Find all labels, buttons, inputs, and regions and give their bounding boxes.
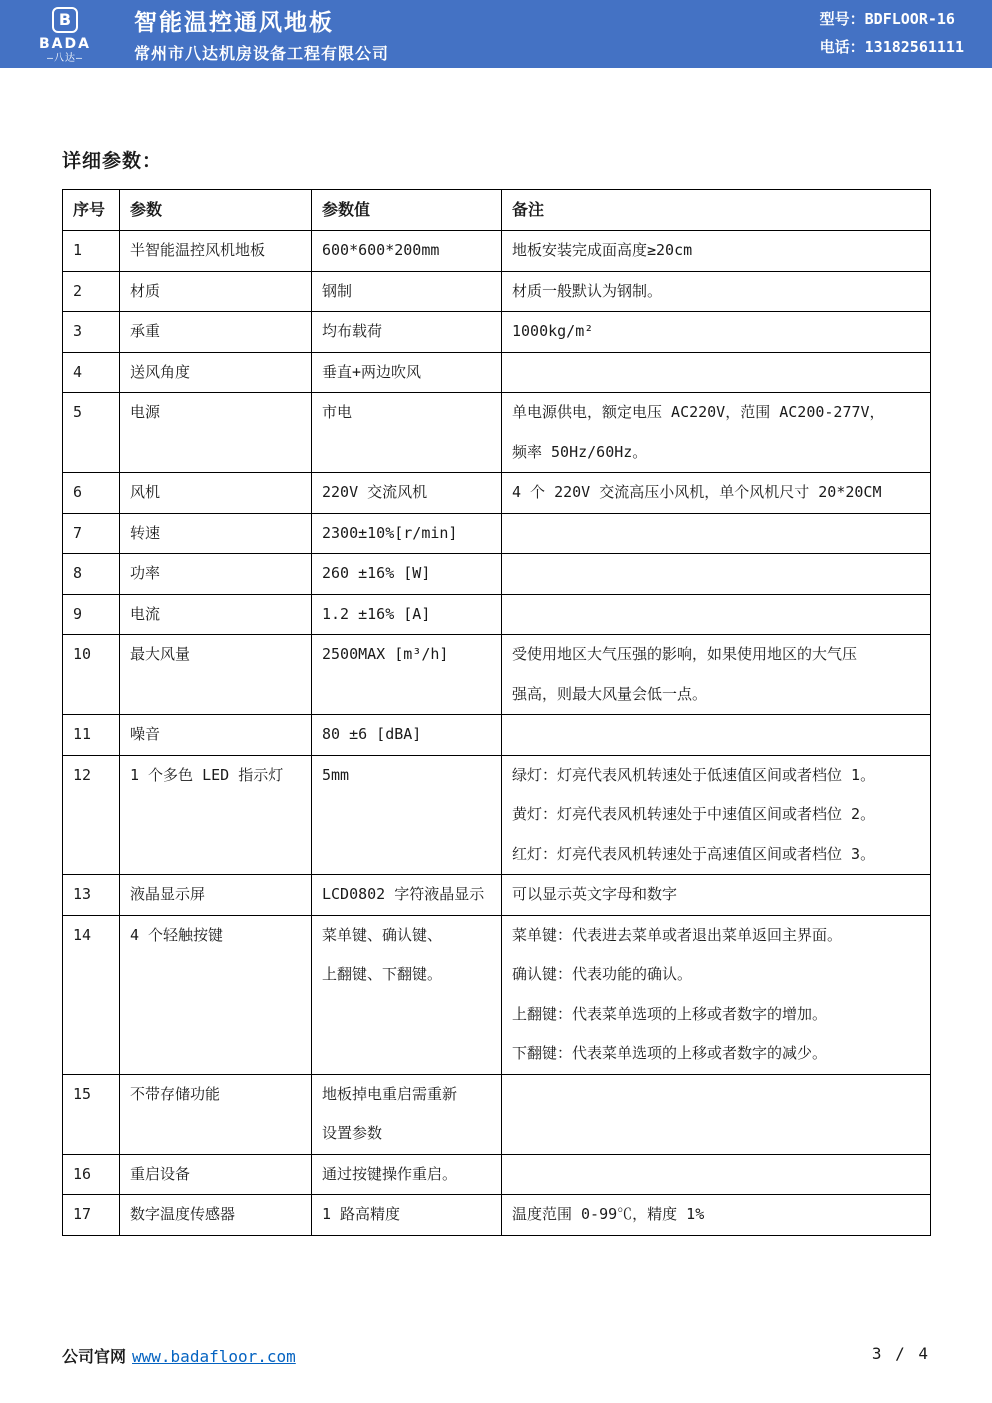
remark-cell-line: 单电源供电，额定电压 AC220V，范围 AC200-277V， <box>512 403 885 421</box>
value-cell-line: 均布载荷 <box>322 322 383 340</box>
row-number-cell <box>63 1074 120 1154</box>
remark-cell-line: 确认键：代表功能的确认。 <box>512 965 693 983</box>
site-link[interactable]: www.badafloor.com <box>132 1347 296 1366</box>
table-row <box>63 915 931 1074</box>
value-cell-line: 260 ±16% [W] <box>322 564 431 582</box>
row-number: 4 <box>73 362 83 381</box>
value-cell <box>312 473 502 514</box>
value-cell-line: 地板掉电重启需重新 <box>322 1084 458 1103</box>
parameter-cell <box>120 1154 312 1195</box>
table-header-row <box>63 190 931 231</box>
row-number: 9 <box>73 604 83 623</box>
parameter-cell <box>120 312 312 353</box>
model-label: 型号：BDFLOOR-16 <box>819 10 955 29</box>
row-number-cell <box>63 915 120 1074</box>
parameter-cell <box>120 875 312 916</box>
column-header: 参数 <box>120 190 312 231</box>
row-number: 15 <box>73 1084 92 1103</box>
row-number: 13 <box>73 885 92 903</box>
remark-cell <box>502 1195 931 1236</box>
remark-cell-line: 地板安装完成面高度≥20cm <box>512 241 693 259</box>
document-body <box>0 146 992 1236</box>
value-cell-line: 钢制 <box>322 281 353 300</box>
table-row <box>63 473 931 514</box>
value-cell-line: 1.2 ±16% [A] <box>322 604 431 623</box>
table-body <box>63 231 931 1236</box>
row-number: 3 <box>73 322 83 340</box>
parameter-name: 1 个多色 LED 指示灯 <box>130 765 284 784</box>
parameter-name: 电流 <box>130 604 161 623</box>
header-contact <box>820 6 964 62</box>
remark-cell-line: 频率 50Hz/60Hz。 <box>512 442 648 461</box>
value-cell <box>312 755 502 875</box>
remark-cell <box>502 594 931 635</box>
table-row <box>63 594 931 635</box>
table-row <box>63 1195 931 1236</box>
row-number-cell <box>63 312 120 353</box>
row-number-cell <box>63 875 120 916</box>
remark-cell <box>502 915 931 1074</box>
parameter-cell <box>120 594 312 635</box>
row-number-cell <box>63 1154 120 1195</box>
value-cell <box>312 715 502 756</box>
column-header: 参数值 <box>312 190 502 231</box>
table-row <box>63 231 931 272</box>
remark-cell <box>502 473 931 514</box>
page-title: 智能温控通风地板 <box>134 10 334 36</box>
company-logo <box>20 7 110 64</box>
row-number: 14 <box>73 925 92 944</box>
value-cell-line: 1 路高精度 <box>322 1205 401 1223</box>
parameter-cell <box>120 1074 312 1154</box>
parameter-name: 4 个轻触按键 <box>130 925 224 944</box>
logo-brand-text: BADA <box>39 35 91 52</box>
header-titles <box>134 4 820 64</box>
value-cell <box>312 594 502 635</box>
table-row <box>63 715 931 756</box>
remark-cell-line: 强高，则最大风量会低一点。 <box>512 684 708 703</box>
row-number: 6 <box>73 483 83 501</box>
value-cell <box>312 352 502 393</box>
column-header: 备注 <box>502 190 931 231</box>
remark-cell <box>502 715 931 756</box>
row-number-cell <box>63 231 120 272</box>
parameter-cell <box>120 554 312 595</box>
parameter-name: 电源 <box>130 403 161 421</box>
value-cell-line: 5mm <box>322 765 350 784</box>
value-cell-line: 通过按键操作重启。 <box>322 1164 458 1183</box>
parameter-cell <box>120 231 312 272</box>
site-line <box>62 1344 296 1367</box>
parameter-cell <box>120 271 312 312</box>
page-number: 3 / 4 <box>871 1344 930 1363</box>
value-cell <box>312 635 502 715</box>
value-cell <box>312 1154 502 1195</box>
value-cell-line: 600*600*200mm <box>322 241 440 259</box>
row-number-cell <box>63 1195 120 1236</box>
value-cell <box>312 915 502 1074</box>
value-cell-line: 80 ±6 [dBA] <box>322 725 422 743</box>
header-bar <box>0 0 992 68</box>
remark-cell <box>502 755 931 875</box>
parameter-name: 送风角度 <box>130 362 191 381</box>
value-cell <box>312 513 502 554</box>
parameter-cell <box>120 513 312 554</box>
logo-brand-chinese: —八达— <box>46 52 84 64</box>
remark-cell <box>502 231 931 272</box>
remark-cell-line: 温度范围 0-99℃，精度 1% <box>512 1205 705 1223</box>
remark-cell-line: 绿灯：灯亮代表风机转速处于低速值区间或者档位 1。 <box>512 765 876 784</box>
row-number: 12 <box>73 765 92 784</box>
row-number-cell <box>63 715 120 756</box>
row-number-cell <box>63 635 120 715</box>
value-cell-line: LCD0802 字符液晶显示 <box>322 885 485 903</box>
table-row <box>63 393 931 473</box>
row-number: 11 <box>73 725 92 743</box>
table-row <box>63 1154 931 1195</box>
parameter-name: 不带存储功能 <box>130 1084 221 1103</box>
remark-cell <box>502 312 931 353</box>
row-number: 8 <box>73 564 83 582</box>
parameter-cell <box>120 473 312 514</box>
logo-b-icon <box>52 7 78 33</box>
remark-cell-line: 1000kg/m² <box>512 322 594 340</box>
remark-cell <box>502 1154 931 1195</box>
parameter-name: 转速 <box>130 523 161 542</box>
row-number-cell <box>63 271 120 312</box>
remark-cell-line: 可以显示英文字母和数字 <box>512 885 678 903</box>
row-number-cell <box>63 755 120 875</box>
row-number: 2 <box>73 281 83 300</box>
remark-cell-line: 红灯：灯亮代表风机转速处于高速值区间或者档位 3。 <box>512 844 876 863</box>
value-cell <box>312 231 502 272</box>
table-row <box>63 755 931 875</box>
column-header: 序号 <box>63 190 120 231</box>
remark-cell <box>502 1074 931 1154</box>
remark-cell <box>502 875 931 916</box>
remark-cell-line: 上翻键：代表菜单选项的上移或者数字的增加。 <box>512 1004 828 1023</box>
row-number-cell <box>63 554 120 595</box>
row-number-cell <box>63 393 120 473</box>
parameter-name: 材质 <box>130 281 161 300</box>
table-row <box>63 312 931 353</box>
parameter-cell <box>120 755 312 875</box>
value-cell-line: 220V 交流风机 <box>322 483 428 501</box>
remark-cell <box>502 554 931 595</box>
remark-cell <box>502 352 931 393</box>
parameter-cell <box>120 393 312 473</box>
phone-label: 电话：13182561111 <box>819 38 964 56</box>
parameter-cell <box>120 1195 312 1236</box>
parameter-name: 最大风量 <box>130 645 191 663</box>
parameters-table <box>62 189 931 1236</box>
parameter-name: 液晶显示屏 <box>130 885 206 903</box>
remark-cell <box>502 393 931 473</box>
value-cell-line: 市电 <box>322 403 353 421</box>
remark-cell-line: 下翻键：代表菜单选项的上移或者数字的减少。 <box>512 1044 828 1062</box>
value-cell <box>312 1074 502 1154</box>
row-number: 7 <box>73 523 83 542</box>
row-number: 17 <box>73 1205 92 1223</box>
value-cell-line: 设置参数 <box>322 1124 383 1142</box>
remark-cell-line: 4 个 220V 交流高压小风机，单个风机尺寸 20*20CM <box>512 483 882 501</box>
parameter-name: 半智能温控风机地板 <box>130 241 266 259</box>
value-cell-line: 上翻键、下翻键。 <box>322 965 443 983</box>
row-number-cell <box>63 513 120 554</box>
row-number-cell <box>63 473 120 514</box>
table-row <box>63 1074 931 1154</box>
parameter-name: 风机 <box>130 483 161 501</box>
value-cell <box>312 554 502 595</box>
table-row <box>63 875 931 916</box>
row-number-cell <box>63 594 120 635</box>
value-cell <box>312 393 502 473</box>
row-number: 10 <box>73 645 92 663</box>
row-number-cell <box>63 352 120 393</box>
parameter-name: 数字温度传感器 <box>130 1205 236 1223</box>
parameter-name: 承重 <box>130 322 161 340</box>
company-name: 常州市八达机房设备工程有限公司 <box>134 44 390 63</box>
remark-cell-line: 材质一般默认为钢制。 <box>512 281 663 300</box>
row-number: 1 <box>73 241 83 259</box>
remark-cell-line: 黄灯：灯亮代表风机转速处于中速值区间或者档位 2。 <box>512 805 876 823</box>
parameter-cell <box>120 715 312 756</box>
section-title: 详细参数： <box>62 150 163 172</box>
value-cell-line: 垂直+两边吹风 <box>322 362 422 381</box>
remark-cell <box>502 271 931 312</box>
page-footer <box>62 1344 930 1367</box>
row-number: 5 <box>73 403 83 421</box>
parameter-name: 重启设备 <box>130 1164 191 1183</box>
row-number: 16 <box>73 1164 92 1183</box>
parameter-cell <box>120 352 312 393</box>
remark-cell-line: 菜单键：代表进去菜单或者退出菜单返回主界面。 <box>512 925 843 944</box>
table-row <box>63 271 931 312</box>
remark-cell <box>502 513 931 554</box>
value-cell <box>312 312 502 353</box>
value-cell <box>312 271 502 312</box>
table-row <box>63 513 931 554</box>
site-label: 公司官网 <box>62 1347 127 1366</box>
table-row <box>63 554 931 595</box>
parameter-cell <box>120 635 312 715</box>
value-cell-line: 菜单键、确认键、 <box>322 925 443 944</box>
parameter-name: 噪音 <box>130 725 161 743</box>
value-cell-line: 2500MAX [m³/h] <box>322 645 449 663</box>
value-cell <box>312 1195 502 1236</box>
remark-cell-line: 受使用地区大气压强的影响，如果使用地区的大气压 <box>512 645 858 663</box>
table-row <box>63 635 931 715</box>
logo-letter: B <box>58 9 72 29</box>
parameter-cell <box>120 915 312 1074</box>
remark-cell <box>502 635 931 715</box>
table-row <box>63 352 931 393</box>
value-cell-line: 2300±10%[r/min] <box>322 523 458 542</box>
value-cell <box>312 875 502 916</box>
parameter-name: 功率 <box>130 564 161 582</box>
